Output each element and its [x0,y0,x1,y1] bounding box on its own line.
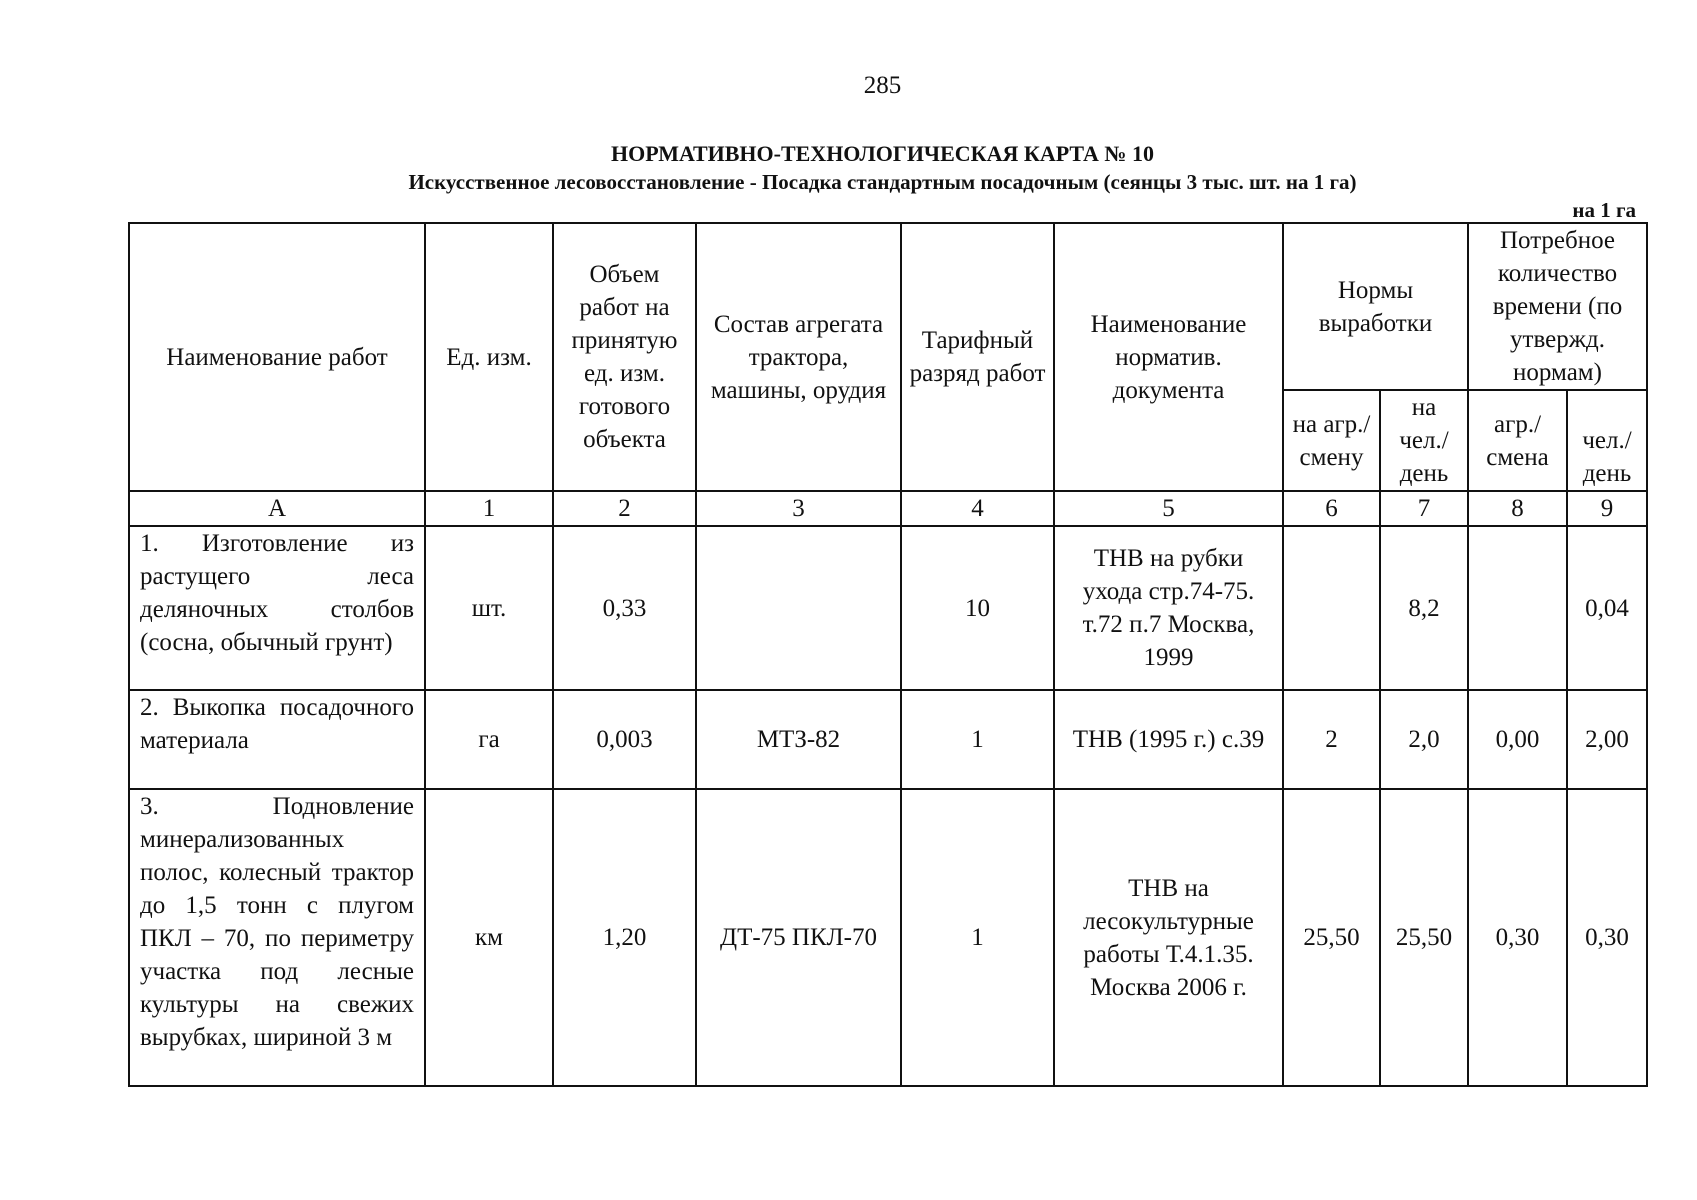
column-number: 9 [1567,491,1647,526]
volume-cell: 0,003 [553,690,696,789]
time-agr-cell: 0,00 [1468,690,1567,789]
time-agr-cell [1468,526,1567,690]
norm-table [128,222,1648,1087]
unit-cell: га [425,690,553,789]
table-row [129,526,1647,690]
norm-agr-cell [1283,526,1380,690]
document-cell: ТНВ на рубки ухода стр.74-75. т.72 п.7 Москва, 1999 [1054,526,1283,690]
column-number: 8 [1468,491,1567,526]
norm-chel-cell: 8,2 [1380,526,1468,690]
header-volume: Объем работ на принятую ед. изм. готового объекта [553,223,696,491]
norm-chel-cell: 25,50 [1380,789,1468,1086]
header-norms-agr: на агр./ смену [1283,390,1380,491]
header-time-chel: чел./ день [1567,390,1647,491]
norm-agr-cell: 25,50 [1283,789,1380,1086]
work-name-cell: 2. Выкопка посадочного материала [129,690,425,789]
document-cell: ТНВ (1995 г.) с.39 [1054,690,1283,789]
page-number: 285 [863,72,902,99]
header-time: Потребное количество времени (по утвержд. нормам) [1468,223,1647,390]
time-chel-cell: 0,30 [1567,789,1647,1086]
composition-cell [696,526,901,690]
composition-cell: ДТ-75 ПКЛ-70 [696,789,901,1086]
document-subtitle: Искусственное лесовосстановление - Посадка стандартным посадочным (сеянцы 3 тыс. шт. на 1 га) [408,170,1357,194]
column-number: 3 [696,491,901,526]
column-number: 1 [425,491,553,526]
norm-chel-cell: 2,0 [1380,690,1468,789]
unit-note: на 1 га [1572,198,1636,222]
work-name-cell: 1. Изготовление из растущего леса деляночных столбов (сосна, обычный грунт) [129,526,425,690]
column-number: А [129,491,425,526]
column-number: 6 [1283,491,1380,526]
volume-cell: 1,20 [553,789,696,1086]
column-number: 2 [553,491,696,526]
time-chel-cell: 0,04 [1567,526,1647,690]
composition-cell: МТЗ-82 [696,690,901,789]
tariff-cell: 1 [901,690,1054,789]
header-norms-chel: на чел./ день [1380,390,1468,491]
header-row-1 [129,223,1647,390]
column-number: 5 [1054,491,1283,526]
header-document: Наименование норматив. документа [1054,223,1283,491]
unit-cell: км [425,789,553,1086]
header-tariff: Тарифный разряд работ [901,223,1054,491]
table-row [129,690,1647,789]
header-norms: Нормы выработки [1283,223,1468,390]
table-row [129,789,1647,1086]
column-number: 4 [901,491,1054,526]
unit-cell: шт. [425,526,553,690]
work-name-cell: 3. Подновление минерализованных полос, колесный трактор до 1,5 тонн с плугом ПКЛ – 70, по периметру участка под лесные культуры на свежих вырубках, шириной 3 м [129,789,425,1086]
header-work-name: Наименование работ [129,223,425,491]
header-time-agr: агр./ смена [1468,390,1567,491]
column-number: 7 [1380,491,1468,526]
document-title: НОРМАТИВНО-ТЕХНОЛОГИЧЕСКАЯ КАРТА № 10 [610,141,1154,166]
norm-agr-cell: 2 [1283,690,1380,789]
column-number-row [129,491,1647,526]
tariff-cell: 1 [901,789,1054,1086]
volume-cell: 0,33 [553,526,696,690]
tariff-cell: 10 [901,526,1054,690]
header-composition: Состав агрегата трактора, машины, орудия [696,223,901,491]
document-cell: ТНВ на лесокультурные работы Т.4.1.35. Москва 2006 г. [1054,789,1283,1086]
header-unit: Ед. изм. [425,223,553,491]
time-agr-cell: 0,30 [1468,789,1567,1086]
time-chel-cell: 2,00 [1567,690,1647,789]
